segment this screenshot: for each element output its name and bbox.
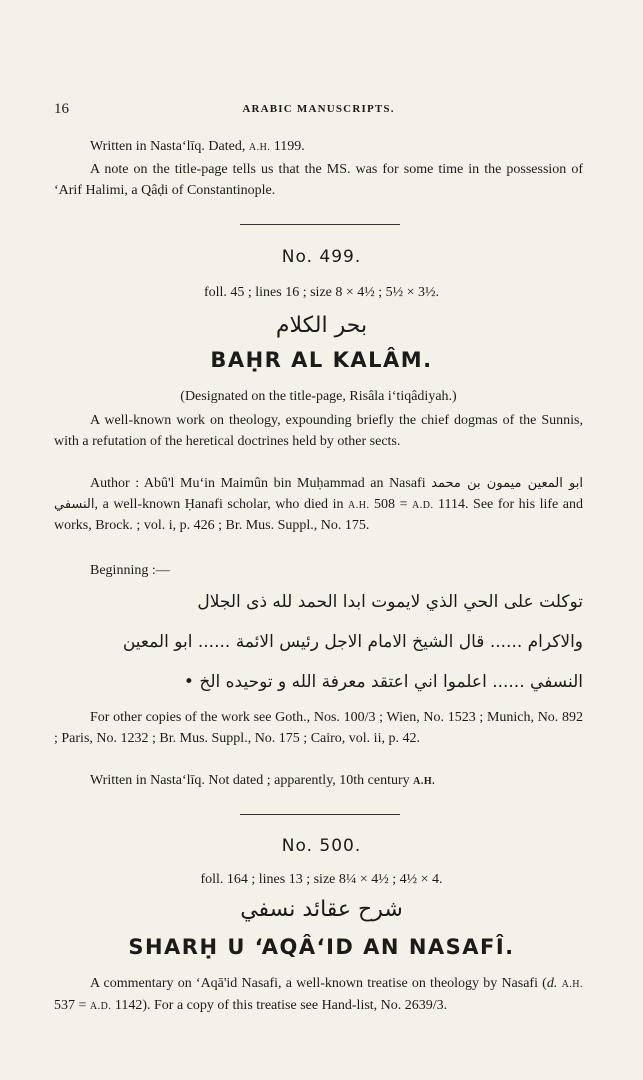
divider-rule	[240, 224, 400, 225]
entry-500-description	[54, 974, 583, 1017]
incipit-line-2: والاكرام ...... قال الشيخ الامام الاجل رئيس الائمة ...... ابو المعين	[122, 632, 583, 652]
prev-written-text: Written in Nasta‘līq. Dated,	[90, 139, 249, 154]
entry-499-number: No. 499.	[281, 247, 362, 267]
written-text: Written in Nasta‘līq. Not dated ; apparently, 10th century	[90, 773, 414, 788]
died-abbrev: d.	[546, 976, 558, 991]
entry-499-collation: foll. 45 ; lines 16 ; size 8 × 4½ ; 5½ × 3½.	[203, 285, 440, 300]
author-tail: , a well-known Ḥanafi scholar, who died in	[94, 496, 349, 512]
entry-499-designation: (Designated on the title-page, Risâla i‘tiqâdiyah.)	[180, 389, 457, 404]
prev-year: 1199.	[270, 139, 305, 154]
era-ad: A.D.	[89, 1000, 112, 1012]
entry-500-number: No. 500.	[281, 836, 362, 856]
incipit-line-1: توكلت على الحي الذي لايموت ابدا الحمد لله ذى الجلال	[197, 592, 583, 612]
entry-499-beginning-label: Beginning :—	[90, 563, 170, 578]
entry-500-title: SHARḤ U ‘AQÂ‘ID AN NASAFÎ.	[128, 935, 515, 959]
entry-500-collation: foll. 164 ; lines 13 ; size 8¼ × 4½ ; 4½ × 4.	[200, 872, 443, 887]
died-year-refs: 1114. See for his life and works, Brock. ; vol. i, p. 426 ; Br. Mus. Suppl., No. 175.	[54, 496, 583, 533]
running-title: ARABIC MANUSCRIPTS.	[242, 103, 395, 115]
page-header	[54, 101, 583, 121]
year-ah: 537 =	[54, 997, 90, 1013]
entry-499-copies: For other copies of the work see Goth., Nos. 100/3 ; Wien, No. 1523 ; Munich, No. 892 ; Paris, No. 1232 ; Br. Mus. Suppl., No. 175 ; Cairo, vol. ii, p. 42.	[54, 710, 583, 746]
entry-500-arabic-title: شرح عقائد نسفي	[240, 897, 403, 922]
entry-499-description: A well-known work on theology, expounding briefly the chief dogmas of the Sunnis, with a refutation of the heretical doctrines held by other sects.	[54, 413, 583, 449]
written-era: A.H.	[413, 776, 436, 787]
prev-note: A note on the title-page tells us that the MS. was for some time in the possession of ‘Arif Halimi, a Qâḍi of Constantinople.	[54, 162, 583, 198]
era-ah: A.H.	[561, 979, 584, 990]
author-label: Author : Abû'l Mu‘in Maimûn bin Muḥammad an Nasafi	[90, 476, 426, 491]
died-era-ah: A.H.	[348, 499, 370, 511]
prev-era: A.H.	[248, 142, 271, 153]
entry-499-written	[54, 771, 583, 793]
divider-rule-2	[240, 814, 400, 815]
desc-part-b: 1142). For a copy of this treatise see Hand-list, No. 2639/3.	[111, 997, 448, 1013]
entry-499-arabic-title: بحر الكلام	[275, 313, 368, 338]
died-era-ad: A.D.	[412, 499, 434, 511]
died-value: 508 =	[369, 496, 413, 512]
incipit-line-3: النسفي ...... اعلموا اني اعتقد معرفة الله و توحيده الخ •	[183, 672, 583, 692]
entry-499-author	[54, 474, 583, 537]
page-number: 16	[54, 101, 69, 117]
desc-part-a: A commentary on ‘Aqā'id Nasafi, a well-known treatise on theology by Nasafi (	[90, 976, 547, 991]
entry-499-title: BAḤR AL KALÂM.	[210, 348, 433, 372]
prev-written-line	[54, 137, 583, 159]
author-arabic-name: ابو المعين ميمون بن محمد النسفي	[54, 476, 583, 512]
